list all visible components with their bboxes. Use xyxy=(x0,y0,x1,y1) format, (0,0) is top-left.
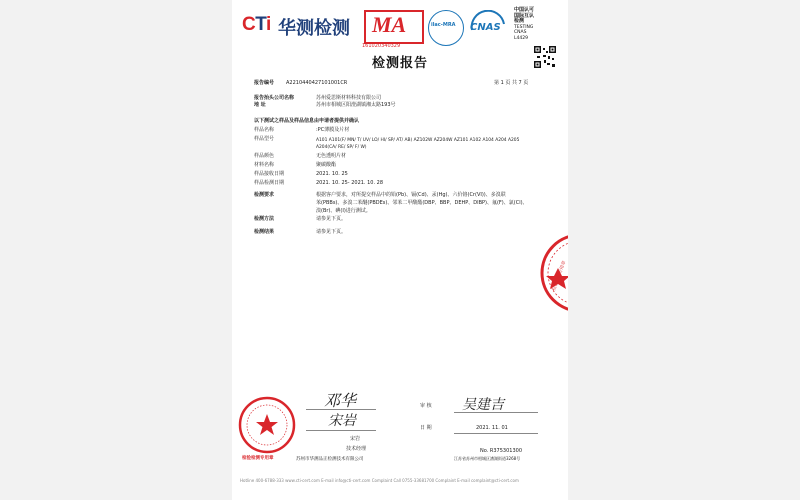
signature-line-2 xyxy=(306,430,376,431)
page-number: 第 1 页 共 7 页 xyxy=(494,80,529,86)
report-number-label: 报告编号 xyxy=(254,80,275,86)
review-line xyxy=(454,412,538,413)
sample-name-label: 样品名称 xyxy=(254,127,275,133)
test-result-label: 检测结果 xyxy=(254,229,275,235)
report-no: No. R375301300 xyxy=(480,448,523,454)
cti-logo: CTi xyxy=(242,14,271,35)
signature-2: 宋岩 xyxy=(328,413,356,429)
ilac-logo xyxy=(428,10,464,46)
seal-right-caption: 检验检测专用章 xyxy=(552,260,568,292)
date-line xyxy=(454,433,538,434)
date-value: 2021. 11. 01 xyxy=(476,425,508,431)
test-method-value: 请参见下页。 xyxy=(316,216,347,222)
official-seal-left xyxy=(238,396,296,454)
sample-model-value-cont: A204(CA/ RE/ SP/ F/ W) xyxy=(316,145,367,150)
test-method-label: 检测方法 xyxy=(254,216,275,222)
sample-model-label: 样品型号 xyxy=(254,136,275,142)
review-signature: 吴建吉 xyxy=(462,397,504,413)
sample-section-heading: 以下测试之样品及样品信息由申请者提供并确认 xyxy=(254,118,360,124)
cnas-label: CNAS xyxy=(470,22,501,33)
page-footer: Hotline 400-6788-333 www.cti-cert.com E-mail info@cti-cert.com Complaint Call 0755-33681700 Complaint E-mail complaint@cti-cert.com xyxy=(240,478,519,483)
report-title: 检测报告 xyxy=(371,56,428,71)
cti-company-name: 华测检测 xyxy=(278,18,350,39)
test-date-label: 样品检测日期 xyxy=(254,180,285,186)
sample-color-label: 样品颜色 xyxy=(254,153,275,159)
signature-1: 邓华 xyxy=(324,391,357,410)
signer-title: 技术经理 xyxy=(346,446,367,452)
address-label: 地 址 xyxy=(254,102,266,108)
test-request-line-2: 苯(PBBs)、多溴二苯醚(PBDEs)、邻苯二甲酸酯(DBP、BBP、DEHP、DIBP)、氟(F)、氯(Cl)、 xyxy=(316,200,528,206)
signer-name: 宋岩 xyxy=(350,436,361,442)
report-number-value: A2210440427101001CR xyxy=(286,80,348,86)
receive-date-value: 2021. 10. 25 xyxy=(316,171,348,177)
receive-date-label: 样品接收日期 xyxy=(254,171,285,177)
cma-number: 161020340329 xyxy=(362,43,401,49)
ilac-label: ilac-MRA xyxy=(431,22,456,28)
date-label: 日 期 xyxy=(420,425,432,431)
company-value: 苏州爱思斯材料科技有限公司 xyxy=(316,95,382,101)
sample-name-value: :PC薄膜及片材 xyxy=(316,127,350,133)
test-request-label: 检测要求 xyxy=(254,192,275,198)
material-name-value: 聚碳酸酯 xyxy=(316,162,337,168)
test-result-value: 请参见下页。 xyxy=(316,229,347,235)
company-footer-name: 苏州市华测品正检测技术有限公司 xyxy=(296,457,364,462)
lab-address: 江苏省苏州市相城区漕湖街道3268号 xyxy=(454,456,521,461)
sample-color-value: 无色透明片材 xyxy=(316,153,347,159)
test-date-value: 2021. 10. 25- 2021. 10. 28 xyxy=(316,180,384,186)
test-request-line-3: 溴(Br)、碘(I)进行测试。 xyxy=(316,208,371,214)
seal-left-caption: 检验检测专用章 xyxy=(242,456,274,461)
address-value: 苏州市相城区阳澄湖镇湘太路193号 xyxy=(316,102,396,108)
material-name-label: 材料名称 xyxy=(254,162,275,168)
test-request-line-1: 根据客户要求，对所提交样品中的铅(Pb)、镉(Cd)、汞(Hg)、六价铬(Cr(VI))、多溴联 xyxy=(316,192,506,198)
review-label: 审 核 xyxy=(420,403,432,409)
accreditation-mark: 中国认可 国际互认 检测 TESTING CNAS L4429 xyxy=(514,7,535,41)
cma-logo: MA xyxy=(372,12,407,37)
report-page xyxy=(232,0,568,500)
sample-model-value: A101 A101(F/ MN/ T/ UV/ LO/ HI/ SP/ AT/ AB) AZ102W AZ204W AZ101 A102 A104 A204 A205 xyxy=(316,138,520,143)
company-label: 报告抬头公司名称 xyxy=(254,95,295,101)
